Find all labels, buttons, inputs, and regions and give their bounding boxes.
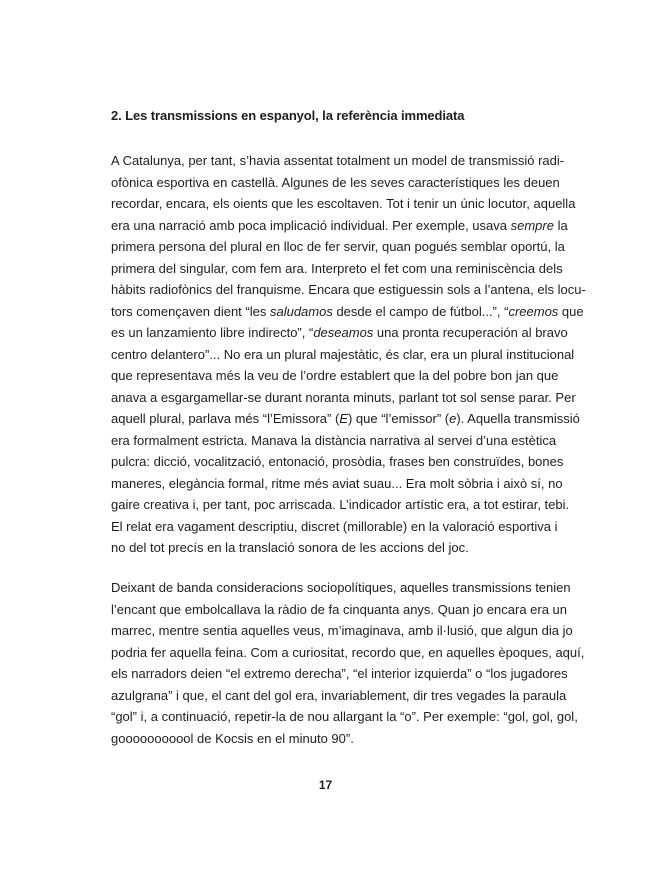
text-line: El relat era vagament descriptiu, discret (millorable) en la valoració esportiva i — [111, 518, 558, 534]
text-line: “gol” i, a continuació, repetir-la de nou allargant la “o”. Per exemple: “gol, gol, gol, — [111, 709, 578, 724]
text-line: gaire creativa i, per tant, poc arriscada. L’indicador artístic era, a tot estirar, tebi. — [111, 497, 570, 512]
text-line: centro delantero”... No era un plural majestàtic, és clar, era un plural institucional — [111, 346, 575, 362]
text-line: marrec, mentre sentia aquelles veus, m’imaginava, amb il·lusió, que algun dia jo — [111, 623, 573, 638]
text-line: ofònica esportiva en castellà. Algunes de les seves característiques les deuen — [111, 174, 560, 190]
text-line: A Catalunya, per tant, s’havia assentat totalment un model de transmissió radi- — [111, 153, 565, 168]
text-line: azulgrana” i que, el cant del gol era, invariablement, dir tres vegades la paraula — [111, 687, 567, 703]
text-line: maneres, elegància formal, ritme més aviat suau... Era molt sòbria i això sí, no — [111, 475, 563, 491]
text-line: que representava més la veu de l’ordre establert que la del pobre bon jan que — [111, 368, 559, 383]
text-line: tors començaven dient “les saludamos desde el campo de fútbol...”, “creemos que — [111, 303, 584, 319]
text-line: era una narració amb poca implicació individual. Per exemple, usava sempre la — [111, 217, 568, 233]
text-line: l’encant que embolcallava la ràdio de fa cinquanta anys. Quan jo encara era un — [111, 601, 568, 617]
text-line: els narradors deien “el extremo derecha”, “el interior izquierda” o “los jugadores — [111, 666, 568, 681]
text-line: no del tot precís en la translació sonora de les accions del joc. — [111, 540, 469, 555]
page-number: 17 — [318, 778, 333, 792]
text-line: pulcra: dicció, vocalització, entonació, prosòdia, frases ben construïdes, bones — [111, 454, 564, 469]
body-paragraph-1 — [111, 150, 586, 559]
text-line: Deixant de banda consideracions sociopolítiques, aquelles transmissions tenien — [111, 580, 571, 595]
text-line: hàbits radiofònics del franquisme. Encara que estiguessin sols a l’antena, els locu- — [111, 282, 586, 297]
section-heading: 2. Les transmissions en espanyol, la referència immediata — [111, 108, 465, 123]
text-line: era formalment estricta. Manava la distància narrativa al servei d’una estètica — [111, 432, 557, 448]
text-line: es un lanzamiento libre indirecto”, “deseamos una pronta recuperación al bravo — [111, 325, 568, 340]
body-paragraph-2 — [111, 577, 585, 749]
text-line: gooooooooool de Kocsis en el minuto 90”. — [111, 730, 354, 746]
text-line: primera persona del plural en lloc de fer servir, quan pogués semblar oportú, la — [111, 239, 565, 254]
text-line: recordar, encara, els oients que les escoltaven. Tot i tenir un únic locutor, aquella — [111, 196, 576, 211]
text-line: aquell plural, parlava més “l’Emissora” (E) que “l’emissor” (e). Aquella transmissió — [111, 411, 580, 426]
text-line: podria fer aquella feina. Com a curiositat, recordo que, en aquelles èpoques, aquí, — [111, 644, 585, 660]
text-line: primera del singular, com fem ara. Interpreto el fet com una reminiscència dels — [111, 260, 563, 276]
text-line: anava a esgargamellar-se durant noranta minuts, parlant tot sol sense parar. Per — [111, 389, 576, 405]
